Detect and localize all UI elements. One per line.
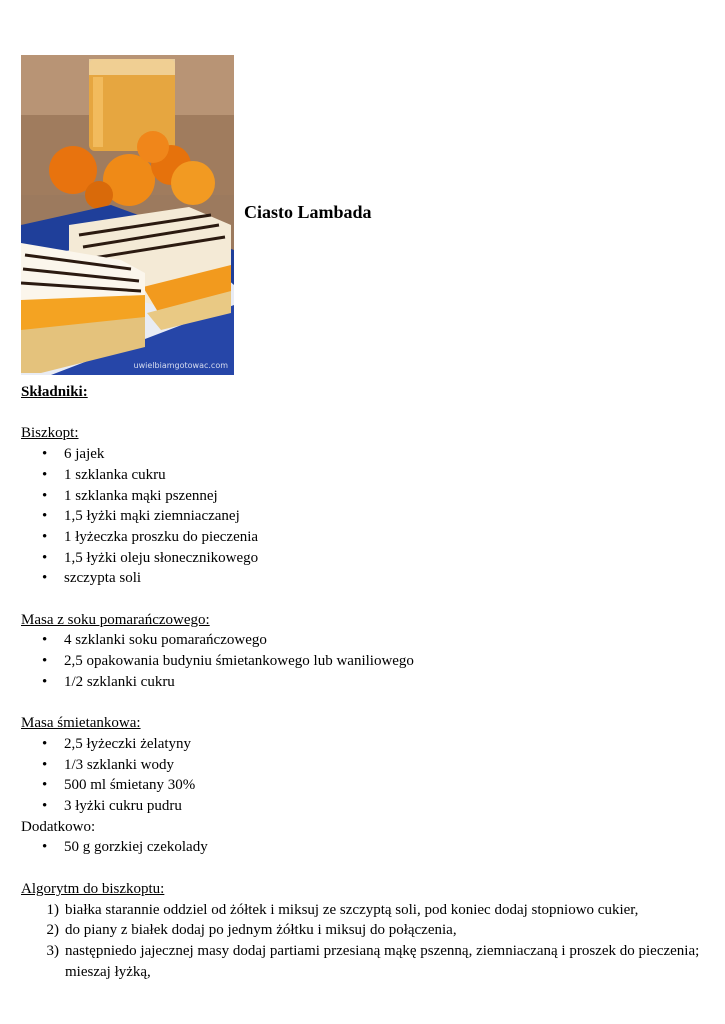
section-heading: Masa z soku pomarańczowego: [21, 611, 210, 628]
list-item: • 2,5 opakowania budyniu śmietankowego lub waniliowego [21, 651, 711, 672]
list-item: • 1 szklanka mąki pszennej [21, 486, 711, 507]
list-item: • 3 łyżki cukru pudru [21, 796, 711, 817]
list-item: • 1 szklanka cukru [21, 465, 711, 486]
ingredient-list [21, 630, 711, 692]
step-number: 2) [46, 922, 59, 939]
ingredients-heading: Składniki: [21, 384, 88, 400]
step-number: 3) [46, 942, 59, 959]
section-heading: Biszkopt: [21, 425, 79, 442]
step-text: białka starannie oddziel od żółtek i miksuj ze szczyptą soli, pod koniec dodaj stopniowo cukier, [65, 901, 639, 918]
section-heading: Dodatkowo: [21, 818, 96, 835]
algorithm-heading: Algorytm do biszkoptu: [21, 880, 165, 897]
list-item: • 500 ml śmietany 30% [21, 775, 711, 796]
list-item [21, 920, 711, 941]
list-item: • 1/2 szklanki cukru [21, 672, 711, 693]
photo-watermark: uwielbiamgotowac.com [133, 361, 228, 370]
list-item: • szczypta soli [21, 568, 711, 589]
list-item: • 4 szklanki soku pomarańczowego [21, 630, 711, 651]
ingredient-list [21, 837, 711, 858]
list-item: • 6 jajek [21, 444, 711, 465]
ingredient-list [21, 734, 711, 817]
list-item: • 1,5 łyżki mąki ziemniaczanej [21, 506, 711, 527]
algorithm-steps [21, 900, 711, 983]
list-item: • 1 łyżeczka proszku do pieczenia [21, 527, 711, 548]
list-item [21, 941, 711, 982]
section-heading: Masa śmietankowa: [21, 715, 141, 732]
list-item: • 1,5 łyżki oleju słonecznikowego [21, 548, 711, 569]
recipe-content [21, 382, 711, 982]
list-item [21, 900, 711, 921]
list-item: • 50 g gorzkiej czekolady [21, 837, 711, 858]
step-text: następniedo jajecznej masy dodaj partiami przesianą mąkę pszenną, ziemniaczaną i proszek do pieczenia; mieszaj łyżką, [65, 942, 700, 980]
list-item: • 1/3 szklanki wody [21, 755, 711, 776]
step-number: 1) [46, 901, 59, 918]
ingredient-list [21, 444, 711, 589]
list-item: • 2,5 łyżeczki żelatyny [21, 734, 711, 755]
cake-photo [21, 55, 234, 375]
recipe-title: Ciasto Lambada [244, 202, 372, 222]
step-text: do piany z białek dodaj po jednym żółtku i miksuj do połączenia, [65, 922, 457, 939]
